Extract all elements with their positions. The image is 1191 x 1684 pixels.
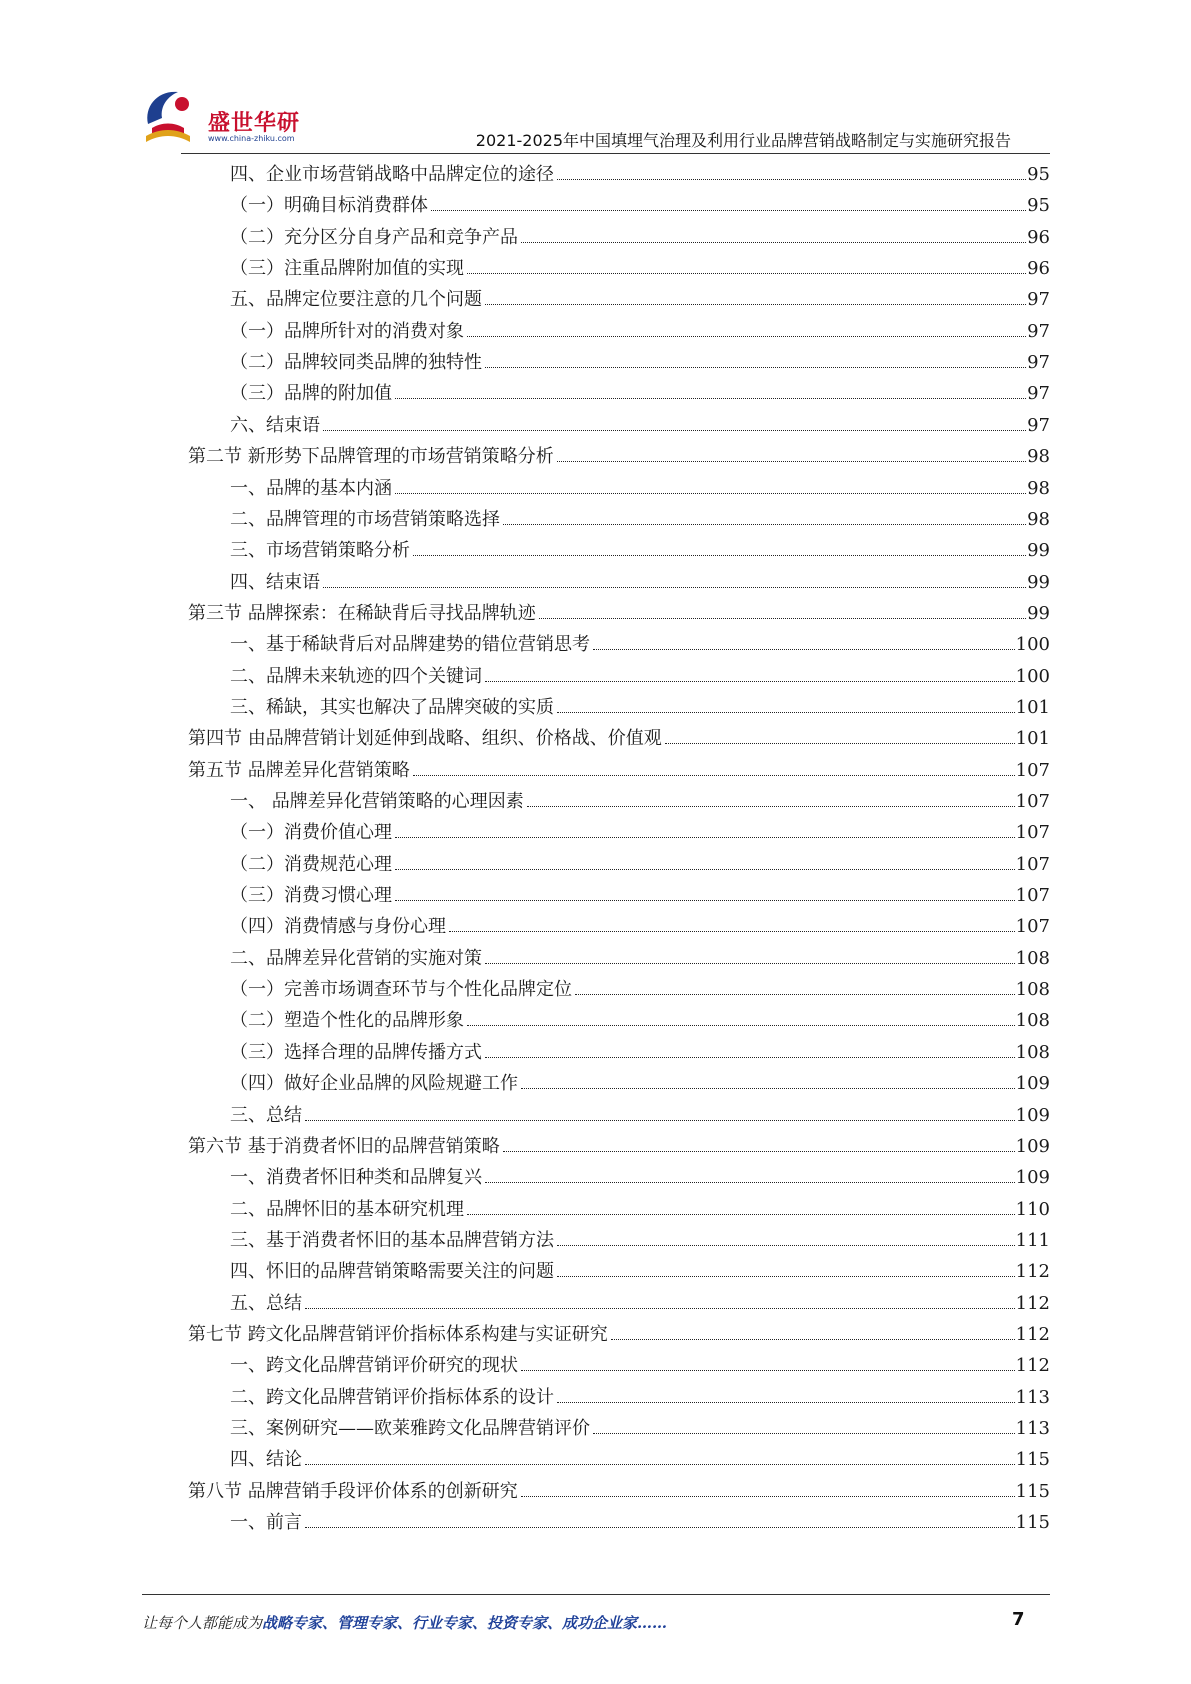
toc-entry-page: 97 (1027, 289, 1050, 311)
toc-entry[interactable] (230, 226, 1050, 250)
toc-entry[interactable] (230, 320, 1050, 344)
toc-row[interactable] (0, 190, 1191, 221)
toc-entry[interactable] (188, 759, 1050, 783)
toc-entry[interactable] (188, 1323, 1050, 1347)
toc-entry[interactable] (230, 1229, 1050, 1253)
toc-entry-label: 二、品牌怀旧的基本研究机理 (230, 1198, 464, 1220)
toc-row[interactable] (0, 159, 1191, 190)
toc-entry-label: 第二节 新形势下品牌管理的市场营销策略分析 (188, 446, 554, 468)
toc-entry[interactable] (188, 602, 1050, 626)
toc-row[interactable] (0, 1005, 1191, 1036)
toc-row[interactable] (0, 1507, 1191, 1538)
toc-dot-leader (305, 1307, 1015, 1309)
toc-entry-page: 115 (1015, 1480, 1050, 1502)
toc-entry-label: 三、稀缺，其实也解决了品牌突破的实质 (230, 696, 554, 718)
toc-entry-page: 107 (1015, 916, 1050, 938)
toc-entry-page: 109 (1015, 1104, 1050, 1126)
toc-entry-page: 109 (1015, 1135, 1050, 1157)
toc-dot-leader (467, 272, 1026, 274)
company-logo (138, 84, 338, 154)
toc-entry[interactable] (230, 163, 1050, 187)
toc-entry-page: 96 (1027, 258, 1050, 280)
toc-entry-page: 101 (1015, 728, 1050, 750)
toc-entry[interactable] (230, 288, 1050, 312)
toc-row[interactable] (0, 817, 1191, 848)
toc-row[interactable] (0, 598, 1191, 629)
toc-dot-leader (305, 1119, 1015, 1121)
toc-row[interactable] (0, 692, 1191, 723)
page-number: 7 (1012, 1609, 1025, 1630)
toc-row[interactable] (0, 1225, 1191, 1256)
toc-entry-label: （二）消费规范心理 (230, 853, 392, 875)
toc-row[interactable] (0, 1068, 1191, 1099)
toc-entry[interactable] (230, 1260, 1050, 1284)
toc-entry[interactable] (230, 1511, 1050, 1535)
toc-entry[interactable] (230, 1166, 1050, 1190)
toc-entry-label: 四、结论 (230, 1449, 302, 1471)
toc-entry-page: 115 (1015, 1512, 1050, 1534)
toc-dot-leader (485, 1056, 1015, 1058)
toc-entry-page: 109 (1015, 1073, 1050, 1095)
toc-dot-leader (395, 492, 1026, 494)
toc-entry-page: 101 (1015, 696, 1050, 718)
toc-entry-page: 98 (1027, 508, 1050, 530)
toc-entry-page: 107 (1015, 885, 1050, 907)
toc-entry-label: （二）充分区分自身产品和竞争产品 (230, 226, 518, 248)
toc-entry[interactable] (230, 978, 1050, 1002)
toc-dot-leader (323, 429, 1026, 431)
toc-dot-leader (611, 1338, 1015, 1340)
toc-entry-label: 四、结束语 (230, 571, 320, 593)
toc-row[interactable] (0, 1256, 1191, 1287)
toc-entry-label: （一）消费价值心理 (230, 822, 392, 844)
toc-entry-label: 五、品牌定位要注意的几个问题 (230, 289, 482, 311)
toc-entry-label: （三）品牌的附加值 (230, 383, 392, 405)
toc-entry[interactable] (230, 1041, 1050, 1065)
toc-entry[interactable] (230, 382, 1050, 406)
toc-entry-label: 三、市场营销策略分析 (230, 540, 410, 562)
toc-entry-label: 第三节 品牌探索：在稀缺背后寻找品牌轨迹 (188, 602, 536, 624)
toc-row[interactable] (0, 378, 1191, 409)
toc-row[interactable] (0, 535, 1191, 566)
toc-entry-page: 109 (1015, 1167, 1050, 1189)
toc-row[interactable] (0, 1413, 1191, 1444)
toc-dot-leader (593, 648, 1015, 650)
toc-row[interactable] (0, 567, 1191, 598)
toc-dot-leader (395, 899, 1015, 901)
toc-entry-page: 107 (1015, 853, 1050, 875)
toc-row[interactable] (0, 943, 1191, 974)
toc-dot-leader (449, 930, 1015, 932)
toc-entry-page: 115 (1015, 1449, 1050, 1471)
toc-row[interactable] (0, 1194, 1191, 1225)
toc-row[interactable] (0, 1476, 1191, 1507)
toc-entry-page: 112 (1015, 1355, 1050, 1377)
toc-entry-page: 107 (1015, 759, 1050, 781)
toc-entry[interactable] (230, 665, 1050, 689)
toc-entry[interactable] (188, 1480, 1050, 1504)
toc-dot-leader (485, 680, 1015, 682)
toc-entry-label: 第五节 品牌差异化营销策略 (188, 759, 410, 781)
toc-dot-leader (431, 209, 1026, 211)
toc-entry[interactable] (230, 1386, 1050, 1410)
toc-dot-leader (557, 1275, 1015, 1277)
toc-entry-page: 100 (1015, 665, 1050, 687)
toc-entry-page: 96 (1027, 226, 1050, 248)
toc-entry-label: （三）消费习惯心理 (230, 885, 392, 907)
toc-entry-page: 112 (1015, 1323, 1050, 1345)
toc-dot-leader (413, 554, 1026, 556)
toc-entry-label: （四）做好企业品牌的风险规避工作 (230, 1073, 518, 1095)
toc-entry[interactable] (230, 508, 1050, 532)
toc-row[interactable] (0, 1319, 1191, 1350)
toc-row[interactable] (0, 629, 1191, 660)
toc-row[interactable] (0, 974, 1191, 1005)
toc-entry-page: 97 (1027, 320, 1050, 342)
toc-row[interactable] (0, 504, 1191, 535)
toc-row[interactable] (0, 1100, 1191, 1131)
toc-row[interactable] (0, 222, 1191, 253)
toc-entry-label: 四、企业市场营销战略中品牌定位的途径 (230, 164, 554, 185)
toc-entry-page: 100 (1015, 634, 1050, 656)
toc-dot-leader (485, 962, 1015, 964)
footer-slogan-prefix: 让每个人都能成为 (142, 1614, 263, 1632)
toc-entry[interactable] (230, 1417, 1050, 1441)
toc-entry-label: （一）明确目标消费群体 (230, 195, 428, 217)
toc-dot-leader (395, 397, 1026, 399)
toc-entry[interactable] (230, 414, 1050, 438)
logo-name: 盛世华研 (208, 111, 301, 136)
toc-entry-page: 97 (1027, 383, 1050, 405)
toc-entry[interactable] (230, 539, 1050, 563)
toc-entry-page: 111 (1015, 1229, 1050, 1251)
toc-entry-page: 108 (1015, 979, 1050, 1001)
footer-slogan (142, 1612, 667, 1633)
toc-entry[interactable] (188, 445, 1050, 469)
toc-entry-page: 108 (1015, 1041, 1050, 1063)
toc-entry-label: 一、基于稀缺背后对品牌建势的错位营销思考 (230, 634, 590, 656)
toc-entry-page: 99 (1027, 602, 1050, 624)
toc-row[interactable] (0, 1350, 1191, 1381)
toc-entry[interactable] (230, 884, 1050, 908)
toc-row[interactable] (0, 347, 1191, 378)
toc-row[interactable] (0, 1288, 1191, 1319)
toc-row[interactable] (0, 755, 1191, 786)
toc-dot-leader (575, 993, 1015, 995)
toc-entry-label: （一）完善市场调查环节与个性化品牌定位 (230, 979, 572, 1001)
toc-entry-label: （三）注重品牌附加值的实现 (230, 258, 464, 280)
toc-entry-label: 三、基于消费者怀旧的基本品牌营销方法 (230, 1229, 554, 1251)
report-title: 2021-2025年中国填埋气治理及利用行业品牌营销战略制定与实施研究报告 (475, 131, 1011, 150)
toc-dot-leader (485, 303, 1026, 305)
toc-row[interactable] (0, 880, 1191, 911)
footer-slogan-highlight: 战略专家、管理专家、行业专家、投资专家、成功企业家…… (262, 1614, 668, 1632)
toc-dot-leader (557, 178, 1026, 180)
toc-entry-page: 107 (1015, 822, 1050, 844)
toc-row[interactable] (0, 1037, 1191, 1068)
toc-entry-page: 98 (1027, 477, 1050, 499)
toc-entry-page: 108 (1015, 947, 1050, 969)
toc-entry[interactable] (230, 571, 1050, 595)
toc-dot-leader (467, 1213, 1015, 1215)
toc-entry[interactable] (230, 696, 1050, 720)
toc-entry[interactable] (230, 947, 1050, 971)
toc-entry-label: 第八节 品牌营销手段评价体系的创新研究 (188, 1480, 518, 1502)
toc-entry[interactable] (230, 477, 1050, 501)
toc-row[interactable] (0, 1382, 1191, 1413)
toc-dot-leader (485, 1181, 1015, 1183)
toc-entry-page: 112 (1015, 1292, 1050, 1314)
toc-dot-leader (521, 1495, 1015, 1497)
toc-dot-leader (467, 335, 1026, 337)
toc-entry[interactable] (188, 727, 1050, 751)
toc-row[interactable] (0, 410, 1191, 441)
toc-row[interactable] (0, 661, 1191, 692)
toc-entry-page: 108 (1015, 1010, 1050, 1032)
toc-row[interactable] (0, 786, 1191, 817)
toc-entry[interactable] (230, 1104, 1050, 1128)
toc-entry-label: 二、品牌差异化营销的实施对策 (230, 947, 482, 969)
toc-dot-leader (593, 1432, 1015, 1434)
toc-row[interactable] (0, 849, 1191, 880)
toc-dot-leader (539, 617, 1026, 619)
toc-entry[interactable] (230, 915, 1050, 939)
toc-entry-label: 一、消费者怀旧种类和品牌复兴 (230, 1167, 482, 1189)
toc-entry-label: 第六节 基于消费者怀旧的品牌营销策略 (188, 1135, 500, 1157)
toc-dot-leader (467, 1024, 1015, 1026)
toc-entry-page: 97 (1027, 352, 1050, 374)
toc-entry[interactable] (230, 1009, 1050, 1033)
toc-entry-page: 113 (1015, 1386, 1050, 1408)
toc-entry-label: 一、跨文化品牌营销评价研究的现状 (230, 1355, 518, 1377)
toc-entry[interactable] (188, 1135, 1050, 1159)
toc-row[interactable] (0, 723, 1191, 754)
logo-emblem-icon (138, 84, 208, 154)
toc-entry[interactable] (230, 853, 1050, 877)
toc-dot-leader (521, 1369, 1015, 1371)
toc-entry-label: 六、结束语 (230, 414, 320, 436)
toc-entry-label: 三、案例研究——欧莱雅跨文化品牌营销评价 (230, 1418, 590, 1439)
toc-dot-leader (395, 836, 1015, 838)
toc-entry-page: 99 (1027, 540, 1050, 562)
toc-row[interactable] (0, 253, 1191, 284)
footer-divider (142, 1594, 1050, 1595)
toc-entry-label: 第七节 跨文化品牌营销评价指标体系构建与实证研究 (188, 1323, 608, 1345)
toc-entry[interactable] (230, 1354, 1050, 1378)
toc-dot-leader (503, 1150, 1015, 1152)
toc-dot-leader (527, 805, 1015, 807)
toc-entry-label: 一、 品牌差异化营销策略的心理因素 (230, 791, 524, 812)
toc-entry-page: 95 (1027, 195, 1050, 217)
toc-row[interactable] (0, 1444, 1191, 1475)
toc-dot-leader (557, 1401, 1015, 1403)
toc-entry-page: 112 (1015, 1261, 1050, 1283)
toc-entry-label: （四）消费情感与身份心理 (230, 916, 446, 938)
toc-entry-label: （二）品牌较同类品牌的独特性 (230, 352, 482, 374)
toc-entry-page: 113 (1015, 1418, 1050, 1439)
toc-entry[interactable] (230, 257, 1050, 281)
toc-row[interactable] (0, 284, 1191, 315)
toc-entry-label: （三）选择合理的品牌传播方式 (230, 1041, 482, 1063)
toc-row[interactable] (0, 911, 1191, 942)
toc-entry-page: 98 (1027, 446, 1050, 468)
toc-entry-label: 二、品牌管理的市场营销策略选择 (230, 508, 500, 530)
toc-entry[interactable] (230, 790, 1050, 814)
toc-dot-leader (305, 1526, 1015, 1528)
toc-row[interactable] (0, 1162, 1191, 1193)
toc-entry[interactable] (230, 633, 1050, 657)
toc-entry-label: 二、跨文化品牌营销评价指标体系的设计 (230, 1386, 554, 1408)
toc-dot-leader (323, 586, 1026, 588)
toc-entry[interactable] (230, 1072, 1050, 1096)
toc-entry-label: （二）塑造个性化的品牌形象 (230, 1010, 464, 1032)
toc-dot-leader (305, 1463, 1015, 1465)
toc-entry-page: 97 (1027, 414, 1050, 436)
toc-row[interactable] (0, 473, 1191, 504)
toc-dot-leader (557, 711, 1015, 713)
toc-entry[interactable] (230, 1292, 1050, 1316)
toc-row[interactable] (0, 316, 1191, 347)
toc-dot-leader (557, 1244, 1015, 1246)
toc-row[interactable] (0, 441, 1191, 472)
toc-entry[interactable] (230, 821, 1050, 845)
toc-dot-leader (485, 366, 1026, 368)
toc-dot-leader (665, 742, 1015, 744)
toc-dot-leader (521, 1087, 1015, 1089)
toc-dot-leader (413, 774, 1015, 776)
toc-entry-page: 99 (1027, 571, 1050, 593)
toc-entry-label: 四、怀旧的品牌营销策略需要关注的问题 (230, 1261, 554, 1283)
toc-dot-leader (395, 868, 1015, 870)
toc-entry-page: 107 (1015, 791, 1050, 812)
toc-entry-label: 五、总结 (230, 1292, 302, 1314)
toc-entry[interactable] (230, 194, 1050, 218)
header-divider (181, 153, 1050, 154)
toc-entry[interactable] (230, 1448, 1050, 1472)
toc-entry-label: 第四节 由品牌营销计划延伸到战略、组织、价格战、价值观 (188, 728, 662, 750)
logo-url: www.china-zhiku.com (208, 134, 295, 143)
toc-entry-page: 95 (1027, 164, 1050, 185)
toc-entry-page: 110 (1015, 1198, 1050, 1220)
toc-row[interactable] (0, 1131, 1191, 1162)
toc-dot-leader (521, 241, 1026, 243)
toc-dot-leader (503, 523, 1026, 525)
toc-entry-label: 一、品牌的基本内涵 (230, 477, 392, 499)
toc-entry-label: 一、前言 (230, 1512, 302, 1534)
toc-entry-label: 三、总结 (230, 1104, 302, 1126)
toc-entry-label: （一）品牌所针对的消费对象 (230, 320, 464, 342)
toc-entry[interactable] (230, 351, 1050, 375)
toc-entry[interactable] (230, 1198, 1050, 1222)
toc-dot-leader (557, 460, 1026, 462)
toc-entry-label: 二、品牌未来轨迹的四个关键词 (230, 665, 482, 687)
